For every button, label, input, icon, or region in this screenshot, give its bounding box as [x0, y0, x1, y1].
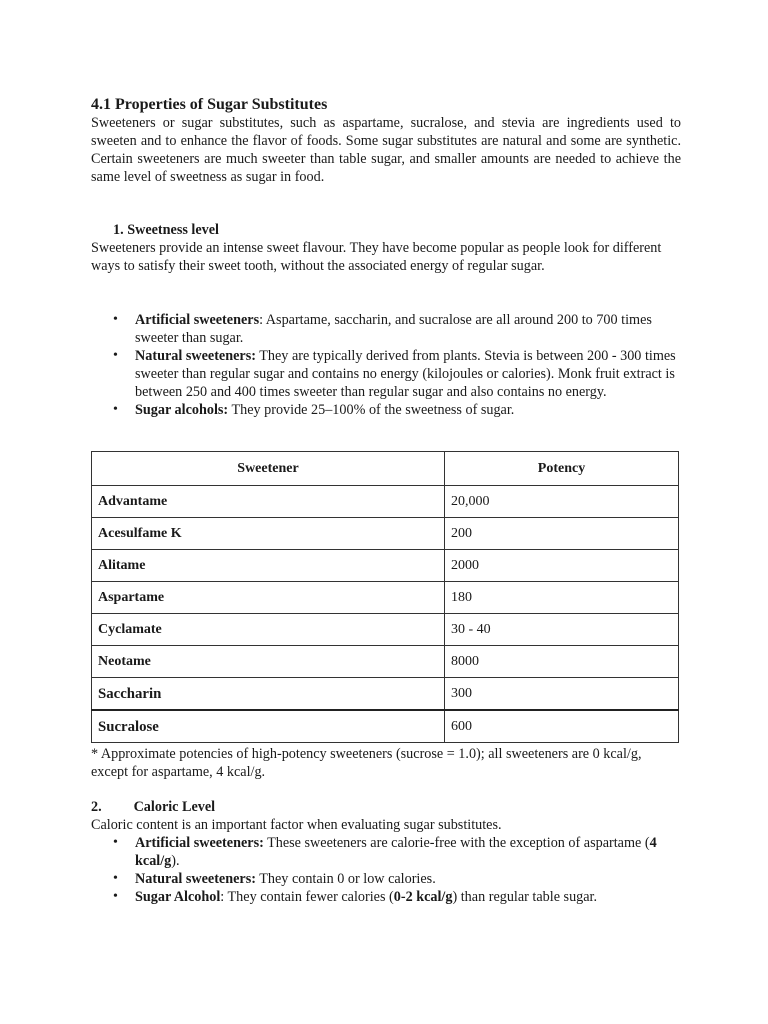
- table-row: [92, 646, 679, 678]
- list-item: [91, 888, 681, 906]
- bullet-term: Sugar alcohols:: [135, 402, 229, 418]
- list-item: [91, 870, 681, 888]
- bullet-term: Natural sweeteners:: [135, 871, 256, 887]
- bullet-text: : Aspartame, saccharin, and sucralose are all around 200 to 700 times sweeter than sugar.: [135, 312, 652, 346]
- bullet-text: These sweeteners are calorie-free with the exception of aspartame (: [263, 835, 650, 851]
- caloric-bullet-list: [91, 834, 681, 906]
- potency-cell: 30 - 40: [445, 614, 679, 646]
- bullet-text: ) than regular table sugar.: [452, 889, 598, 905]
- bullet-bold-value: 0-2 kcal/g: [393, 889, 453, 905]
- sweetener-cell: Advantame: [92, 486, 445, 518]
- bullet-text: They provide 25–100% of the sweetness of sugar.: [228, 402, 515, 418]
- bullet-text: : They contain fewer calories (: [220, 889, 394, 905]
- table-row: [92, 486, 679, 518]
- potency-cell: 600: [445, 710, 679, 743]
- bullet-term: Natural sweeteners:: [135, 348, 256, 364]
- bullet-text: ).: [171, 853, 180, 869]
- table-row: [92, 518, 679, 550]
- potency-cell: 2000: [445, 550, 679, 582]
- sweetness-paragraph: Sweeteners provide an intense sweet flavour. They have become popular as people look for different ways to satisfy their sweet tooth, without the associated energy of regular sugar.: [91, 240, 662, 274]
- sweetener-cell: Cyclamate: [92, 614, 445, 646]
- potency-cell: 20,000: [445, 486, 679, 518]
- caloric-paragraph: Caloric content is an important factor when evaluating sugar substitutes.: [91, 817, 502, 833]
- table-header-row: [92, 452, 679, 486]
- list-item: [91, 401, 681, 419]
- table-row: [92, 710, 679, 743]
- bullet-term: Artificial sweeteners: [135, 312, 260, 328]
- bullet-text: They are typically derived from plants. Stevia is between 200 - 300 times sweeter than regular sugar and contains no energy (kilojoules or calories). Monk fruit extract is between 250 and 400 times sweeter than regular sugar and also contains no energy.: [135, 348, 676, 400]
- bullet-term: Artificial sweeteners:: [135, 835, 264, 851]
- potency-table: [91, 451, 679, 743]
- potency-cell: 300: [445, 678, 679, 711]
- column-header-potency: Potency: [445, 452, 679, 486]
- intro-paragraph: Sweeteners or sugar substitutes, such as aspartame, sucralose, and stevia are ingredients used to sweeten and to enhance the flavor of foods. Some sugar substitutes are natural and some are synthetic. Certain sweeteners are much sweeter than table sugar, and smaller amounts are needed to achieve the same level of sweetness as sugar in food.: [91, 115, 681, 185]
- list-item: [91, 834, 681, 870]
- sweetener-cell: Saccharin: [92, 678, 445, 711]
- caloric-heading: 2. Caloric Level: [91, 799, 216, 815]
- list-item: [91, 311, 681, 347]
- table-row: [92, 550, 679, 582]
- table-row: [92, 678, 679, 711]
- section-title: 4.1 Properties of Sugar Substitutes: [91, 96, 328, 113]
- column-header-sweetener: Sweetener: [92, 452, 445, 486]
- sweetener-cell: Acesulfame K: [92, 518, 445, 550]
- table-footnote: * Approximate potencies of high-potency sweeteners (sucrose = 1.0); all sweeteners are 0 kcal/g, except for aspartame, 4 kcal/g.: [91, 746, 642, 780]
- bullet-text: They contain 0 or low calories.: [255, 871, 436, 887]
- sweetness-bullet-list: [91, 311, 681, 419]
- sweetener-cell: Alitame: [92, 550, 445, 582]
- potency-cell: 200: [445, 518, 679, 550]
- bullet-bold-value: 4 kcal/g: [135, 835, 657, 869]
- table-row: [92, 614, 679, 646]
- sweetener-cell: Aspartame: [92, 582, 445, 614]
- table-row: [92, 582, 679, 614]
- potency-cell: 180: [445, 582, 679, 614]
- sweetness-heading: 1. Sweetness level: [113, 222, 219, 238]
- sweetener-cell: Sucralose: [92, 710, 445, 743]
- potency-cell: 8000: [445, 646, 679, 678]
- bullet-term: Sugar Alcohol: [135, 889, 221, 905]
- list-item: [91, 347, 681, 401]
- sweetener-cell: Neotame: [92, 646, 445, 678]
